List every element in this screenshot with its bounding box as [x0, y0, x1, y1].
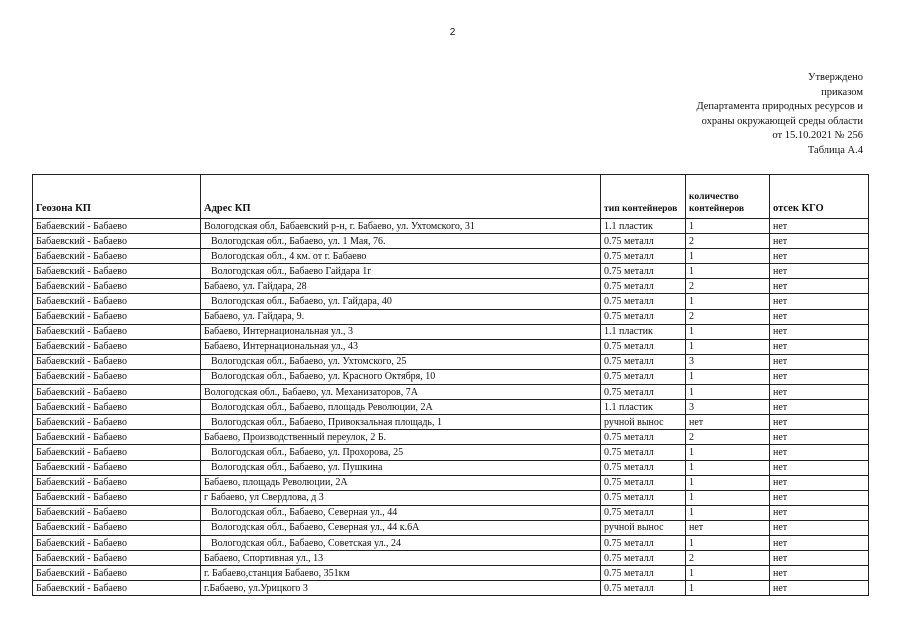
cell-address: Вологодская обл., Бабаево, ул. 1 Мая, 76.: [201, 234, 601, 249]
cell-type: 0.75 металл: [601, 385, 686, 400]
cell-kgo: нет: [770, 279, 869, 294]
cell-type: 0.75 металл: [601, 445, 686, 460]
cell-address: Бабаево, ул. Гайдара, 9.: [201, 309, 601, 324]
cell-count: 2: [686, 279, 770, 294]
cell-type: 0.75 металл: [601, 294, 686, 309]
table-header-row: [33, 175, 869, 219]
cell-type: 0.75 металл: [601, 309, 686, 324]
cell-kgo: нет: [770, 294, 869, 309]
cell-address: Бабаево, Интернациональная ул., 43: [201, 339, 601, 354]
cell-count: 1: [686, 445, 770, 460]
collection-points-table: [32, 174, 869, 596]
approval-line: Департамента природных ресурсов и: [696, 101, 863, 113]
cell-address: Вологодская обл., Бабаево, ул. Прохорова, 25: [201, 445, 601, 460]
table-row: [33, 551, 869, 566]
table-row: [33, 566, 869, 581]
cell-address: Бабаево, Спортивная ул., 13: [201, 551, 601, 566]
cell-kgo: нет: [770, 460, 869, 475]
approval-line: охраны окружающей среды области: [701, 115, 863, 127]
cell-address: Вологодская обл., Бабаево, ул. Механизаторов, 7А: [201, 385, 601, 400]
table-row: [33, 249, 869, 264]
approval-line: Утверждено: [808, 72, 863, 83]
cell-kgo: нет: [770, 369, 869, 384]
cell-kgo: нет: [770, 430, 869, 445]
cell-geozone: Бабаевский - Бабаево: [33, 309, 201, 324]
cell-count: 3: [686, 400, 770, 415]
header-container-type: тип контейнеров: [601, 175, 686, 219]
table-row: [33, 279, 869, 294]
table-row: [33, 581, 869, 596]
cell-count: 1: [686, 490, 770, 505]
table-row: [33, 430, 869, 445]
cell-kgo: нет: [770, 520, 869, 535]
table-row: [33, 460, 869, 475]
table-row: [33, 354, 869, 369]
cell-count: 1: [686, 324, 770, 339]
cell-geozone: Бабаевский - Бабаево: [33, 249, 201, 264]
cell-geozone: Бабаевский - Бабаево: [33, 430, 201, 445]
header-container-count: количество контейнеров: [686, 175, 770, 219]
cell-geozone: Бабаевский - Бабаево: [33, 445, 201, 460]
cell-kgo: нет: [770, 339, 869, 354]
cell-type: 0.75 металл: [601, 475, 686, 490]
cell-type: 0.75 металл: [601, 369, 686, 384]
cell-kgo: нет: [770, 264, 869, 279]
cell-count: 2: [686, 309, 770, 324]
cell-geozone: Бабаевский - Бабаево: [33, 475, 201, 490]
cell-kgo: нет: [770, 249, 869, 264]
cell-count: нет: [686, 415, 770, 430]
table-caption: Таблица А.4: [807, 144, 863, 156]
cell-kgo: нет: [770, 400, 869, 415]
cell-count: 1: [686, 581, 770, 596]
table-row: [33, 490, 869, 505]
cell-geozone: Бабаевский - Бабаево: [33, 460, 201, 475]
cell-count: 2: [686, 430, 770, 445]
cell-kgo: нет: [770, 385, 869, 400]
table-row: [33, 445, 869, 460]
cell-count: 1: [686, 249, 770, 264]
cell-type: 0.75 металл: [601, 505, 686, 520]
approval-line: от 15.10.2021 № 256: [772, 130, 863, 142]
header-geozone: Геозона КП: [33, 175, 201, 219]
cell-kgo: нет: [770, 535, 869, 550]
cell-address: Бабаево, ул. Гайдара, 28: [201, 279, 601, 294]
cell-address: Вологодская обл., Бабаево Гайдара 1г: [201, 264, 601, 279]
cell-kgo: нет: [770, 324, 869, 339]
cell-kgo: нет: [770, 445, 869, 460]
cell-count: 1: [686, 475, 770, 490]
table-row: [33, 520, 869, 535]
cell-geozone: Бабаевский - Бабаево: [33, 354, 201, 369]
cell-kgo: нет: [770, 415, 869, 430]
cell-type: 0.75 металл: [601, 430, 686, 445]
cell-count: 1: [686, 264, 770, 279]
table-row: [33, 475, 869, 490]
approval-block: [696, 71, 863, 159]
table-row: [33, 369, 869, 384]
cell-geozone: Бабаевский - Бабаево: [33, 324, 201, 339]
cell-type: 0.75 металл: [601, 279, 686, 294]
cell-kgo: нет: [770, 475, 869, 490]
cell-geozone: Бабаевский - Бабаево: [33, 369, 201, 384]
cell-kgo: нет: [770, 354, 869, 369]
table-row: [33, 324, 869, 339]
cell-address: Вологодская обл., Бабаево, Северная ул., 44: [201, 505, 601, 520]
cell-type: 0.75 металл: [601, 339, 686, 354]
table-row: [33, 339, 869, 354]
cell-geozone: Бабаевский - Бабаево: [33, 279, 201, 294]
cell-type: 0.75 металл: [601, 460, 686, 475]
cell-address: Вологодская обл., Бабаево, ул. Ухтомского, 25: [201, 354, 601, 369]
table-row: [33, 294, 869, 309]
cell-count: 1: [686, 369, 770, 384]
cell-geozone: Бабаевский - Бабаево: [33, 339, 201, 354]
cell-type: 0.75 металл: [601, 264, 686, 279]
cell-count: 1: [686, 339, 770, 354]
table-row: [33, 415, 869, 430]
cell-geozone: Бабаевский - Бабаево: [33, 400, 201, 415]
cell-count: нет: [686, 520, 770, 535]
cell-address: Вологодская обл., Бабаево, ул. Гайдара, 40: [201, 294, 601, 309]
cell-address: Вологодская обл., Бабаево, ул. Красного Октября, 10: [201, 369, 601, 384]
cell-address: г Бабаево, ул Свердлова, д 3: [201, 490, 601, 505]
cell-geozone: Бабаевский - Бабаево: [33, 294, 201, 309]
cell-type: 0.75 металл: [601, 581, 686, 596]
table-row: [33, 309, 869, 324]
cell-type: 0.75 металл: [601, 234, 686, 249]
cell-count: 2: [686, 234, 770, 249]
cell-geozone: Бабаевский - Бабаево: [33, 551, 201, 566]
cell-kgo: нет: [770, 309, 869, 324]
cell-type: 0.75 металл: [601, 535, 686, 550]
cell-address: Бабаево, Интернациональная ул., 3: [201, 324, 601, 339]
cell-geozone: Бабаевский - Бабаево: [33, 385, 201, 400]
cell-count: 1: [686, 566, 770, 581]
table-row: [33, 219, 869, 234]
cell-type: 1.1 пластик: [601, 400, 686, 415]
page-number: 2: [449, 27, 456, 38]
approval-line: приказом: [821, 86, 863, 98]
cell-type: ручной вынос: [601, 415, 686, 430]
cell-kgo: нет: [770, 566, 869, 581]
table-row: [33, 535, 869, 550]
cell-geozone: Бабаевский - Бабаево: [33, 264, 201, 279]
cell-kgo: нет: [770, 219, 869, 234]
table-row: [33, 264, 869, 279]
cell-type: 0.75 металл: [601, 249, 686, 264]
cell-count: 1: [686, 535, 770, 550]
cell-address: г.Бабаево, ул.Урицкого 3: [201, 581, 601, 596]
cell-geozone: Бабаевский - Бабаево: [33, 505, 201, 520]
cell-count: 3: [686, 354, 770, 369]
cell-kgo: нет: [770, 505, 869, 520]
cell-geozone: Бабаевский - Бабаево: [33, 566, 201, 581]
cell-geozone: Бабаевский - Бабаево: [33, 490, 201, 505]
cell-address: Вологодская обл., Бабаево, Советская ул., 24: [201, 535, 601, 550]
cell-address: Вологодская обл., Бабаево, Привокзальная площадь, 1: [201, 415, 601, 430]
cell-count: 1: [686, 385, 770, 400]
cell-count: 2: [686, 551, 770, 566]
cell-address: Вологодская обл, Бабаевский р-н, г. Бабаево, ул. Ухтомского, 31: [201, 219, 601, 234]
cell-kgo: нет: [770, 551, 869, 566]
cell-kgo: нет: [770, 234, 869, 249]
cell-type: ручной вынос: [601, 520, 686, 535]
cell-count: 1: [686, 294, 770, 309]
cell-geozone: Бабаевский - Бабаево: [33, 581, 201, 596]
cell-type: 1.1 пластик: [601, 324, 686, 339]
cell-type: 0.75 металл: [601, 566, 686, 581]
table-row: [33, 234, 869, 249]
table-row: [33, 505, 869, 520]
cell-type: 1.1 пластик: [601, 219, 686, 234]
table-row: [33, 385, 869, 400]
cell-kgo: нет: [770, 581, 869, 596]
cell-geozone: Бабаевский - Бабаево: [33, 234, 201, 249]
cell-geozone: Бабаевский - Бабаево: [33, 219, 201, 234]
header-address: Адрес КП: [201, 175, 601, 219]
header-kgo: отсек КГО: [770, 175, 869, 219]
cell-address: Вологодская обл., 4 км. от г. Бабаево: [201, 249, 601, 264]
cell-address: Вологодская обл., Бабаево, ул. Пушкина: [201, 460, 601, 475]
cell-count: 1: [686, 505, 770, 520]
cell-address: Вологодская обл., Бабаево, Северная ул., 44 к.6А: [201, 520, 601, 535]
cell-type: 0.75 металл: [601, 551, 686, 566]
cell-address: Бабаево, площадь Революции, 2А: [201, 475, 601, 490]
cell-address: Бабаево, Производственный переулок, 2 Б.: [201, 430, 601, 445]
cell-kgo: нет: [770, 490, 869, 505]
cell-geozone: Бабаевский - Бабаево: [33, 415, 201, 430]
table-row: [33, 400, 869, 415]
cell-geozone: Бабаевский - Бабаево: [33, 520, 201, 535]
cell-count: 1: [686, 460, 770, 475]
cell-address: Вологодская обл., Бабаево, площадь Революции, 2А: [201, 400, 601, 415]
cell-geozone: Бабаевский - Бабаево: [33, 535, 201, 550]
cell-count: 1: [686, 219, 770, 234]
cell-type: 0.75 металл: [601, 354, 686, 369]
cell-address: г. Бабаево,станция Бабаево, 351км: [201, 566, 601, 581]
cell-type: 0.75 металл: [601, 490, 686, 505]
